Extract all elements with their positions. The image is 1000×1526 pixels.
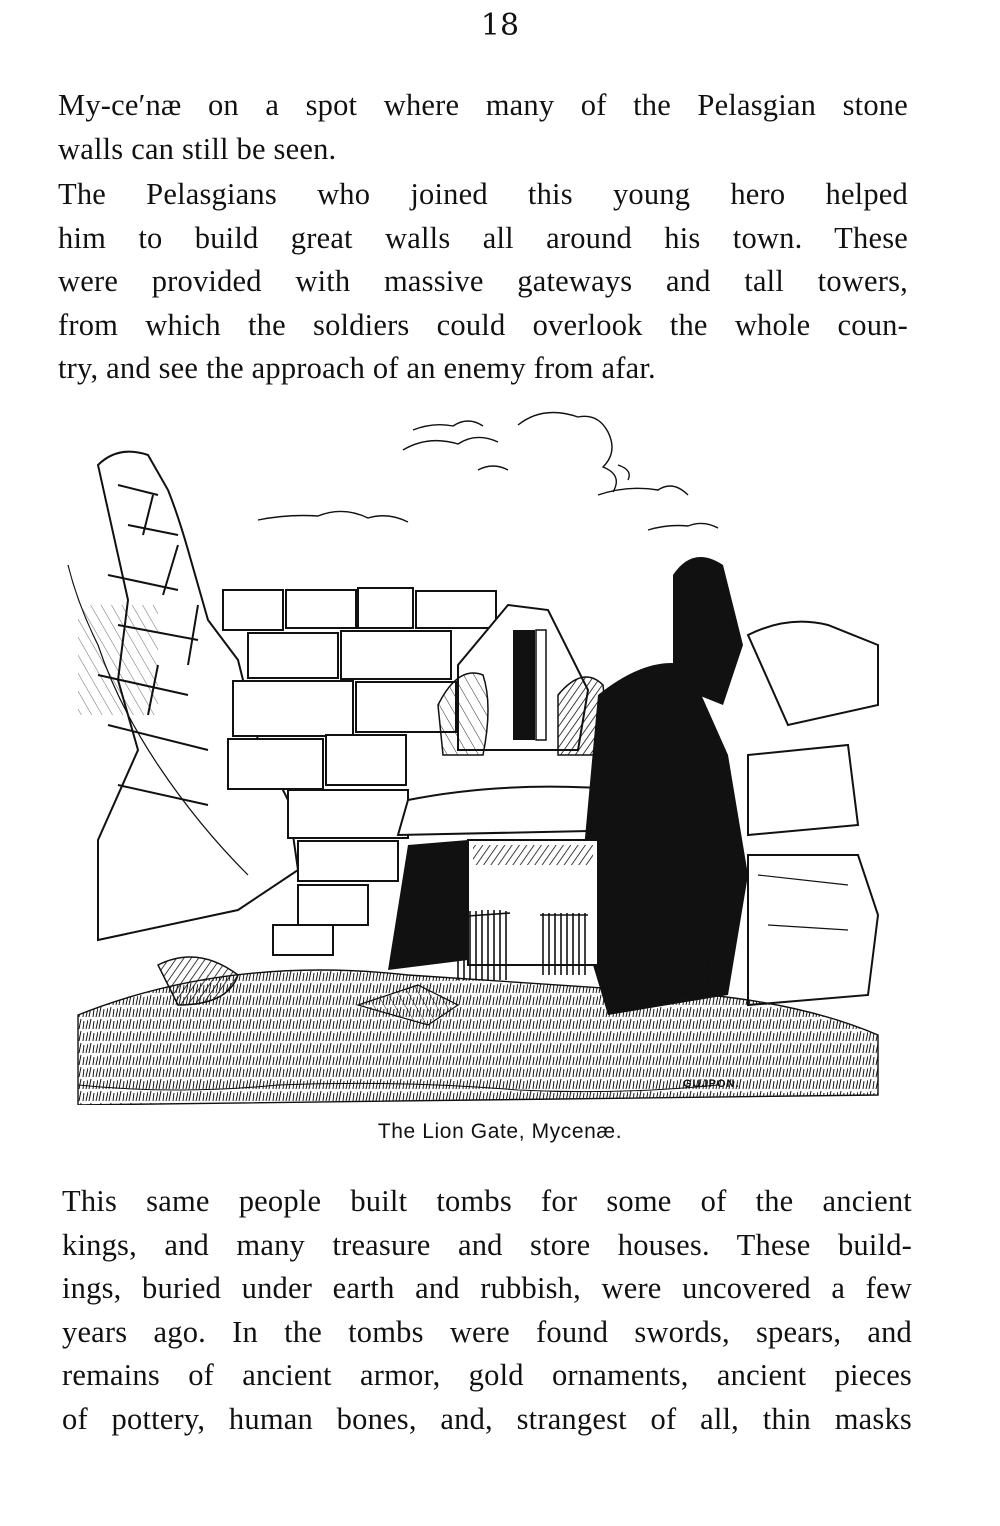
paragraph-line: walls can still be seen. — [58, 131, 337, 166]
lion-gate-illustration — [58, 405, 888, 1105]
paragraph-line: of pottery, human bones, and, strangest of all, thin masks — [62, 1401, 912, 1436]
page-number: 18 — [480, 8, 520, 43]
paragraph-line: remains of ancient armor, gold ornaments, ancient pieces — [62, 1358, 912, 1392]
paragraph-line: kings, and many treasure and store houses. These build- — [62, 1227, 912, 1262]
paragraph-line: My-ce′næ on a spot where many of the Pelasgian stone — [58, 88, 908, 122]
paragraph-line: ings, buried under earth and rubbish, were uncovered a few — [62, 1271, 912, 1305]
paragraph-line: The Pelasgians who joined this young hero helped — [58, 177, 908, 211]
paragraph-line: him to build great walls all around his town. These — [58, 220, 908, 255]
wall-shading — [78, 605, 158, 715]
paragraph-1 — [58, 84, 908, 171]
paragraph-line: years ago. In the tombs were found swords, spears, and — [62, 1314, 912, 1349]
paragraph-line: from which the soldiers could overlook the whole coun- — [58, 307, 908, 342]
paragraph-2 — [58, 173, 908, 391]
paragraph-line: try, and see the approach of an enemy from afar. — [58, 351, 656, 385]
paragraph-3 — [62, 1180, 912, 1441]
paragraph-line: were provided with massive gateways and tall towers, — [58, 264, 908, 298]
lion-gate-drawing — [58, 405, 888, 1105]
paragraph-line: This same people built tombs for some of the ancient — [62, 1184, 912, 1218]
illustrator-signature: GUJPON. — [683, 1078, 740, 1090]
figure-caption: The Lion Gate, Mycenæ. — [377, 1120, 623, 1143]
clouds — [258, 413, 718, 531]
